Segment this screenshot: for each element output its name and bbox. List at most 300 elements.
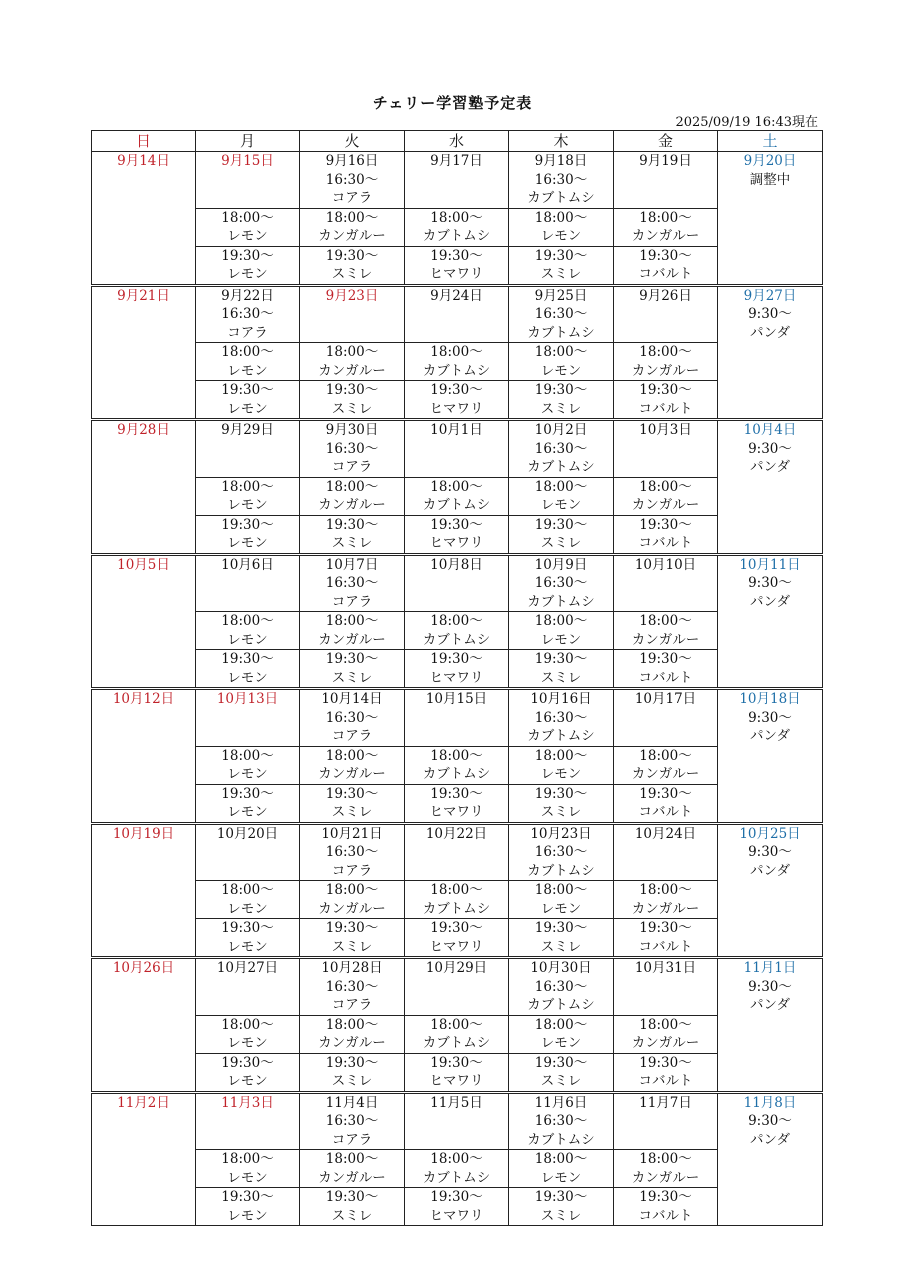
cell-line: レモン <box>227 1207 268 1224</box>
cell-line: コバルト <box>638 938 693 955</box>
cell-line: 19:30～ <box>534 516 588 533</box>
cell-line: カブトムシ <box>422 497 491 513</box>
cell-line: カンガルー <box>631 228 700 244</box>
lesson-cell <box>614 746 718 784</box>
day-cell <box>196 421 300 478</box>
cell-line: 18:00～ <box>534 344 588 360</box>
schedule-body <box>92 152 823 1226</box>
slot-1930-row <box>92 919 823 957</box>
lesson-cell <box>614 477 718 515</box>
cell-line: 9:30～ <box>748 978 792 995</box>
lesson-cell <box>196 246 300 284</box>
cell-line: カンガルー <box>631 1035 700 1051</box>
date-label: 10月23日 <box>530 825 592 842</box>
cell-line: 16:30～ <box>534 709 588 726</box>
day-cell <box>196 824 300 881</box>
lesson-cell <box>300 515 405 553</box>
cell-line: 19:30～ <box>325 516 379 533</box>
lesson-cell <box>300 1188 405 1226</box>
day-cell <box>614 421 718 478</box>
cell-line: 19:30～ <box>221 651 274 667</box>
cell-line: 19:30～ <box>639 382 692 398</box>
slot-1800-row <box>92 477 823 515</box>
cell-line: カブトムシ <box>422 228 491 244</box>
lesson-cell <box>614 246 718 284</box>
cell-line: 18:00～ <box>430 344 483 360</box>
saturday-cell <box>718 824 823 957</box>
cell-line: 18:00～ <box>325 882 379 898</box>
day-cell <box>614 152 718 209</box>
cell-line: レモン <box>227 938 268 955</box>
date-label: 10月9日 <box>534 556 588 573</box>
cell-line: パンダ <box>750 593 790 610</box>
day-cell <box>509 555 614 612</box>
cell-line: コバルト <box>638 266 693 282</box>
cell-line: 18:00～ <box>325 1016 379 1033</box>
lesson-cell <box>405 881 509 919</box>
lesson-cell <box>509 477 614 515</box>
lesson-cell <box>405 1150 509 1188</box>
week-date-row <box>92 152 823 209</box>
cell-line: 18:00～ <box>639 1151 692 1167</box>
cell-line: スミレ <box>540 400 582 417</box>
week-date-row <box>92 421 823 478</box>
cell-line: スミレ <box>331 400 373 417</box>
saturday-cell <box>718 286 823 419</box>
cell-line: 18:00～ <box>430 747 483 764</box>
slot-1800-row <box>92 881 823 919</box>
lesson-cell <box>405 477 509 515</box>
day-cell <box>614 555 718 612</box>
cell-line: 18:00～ <box>639 1016 692 1033</box>
cell-line: カブトムシ <box>527 1131 595 1148</box>
day-cell <box>614 824 718 881</box>
cell-line: 19:30～ <box>639 920 692 936</box>
date-label: 10月26日 <box>112 960 175 976</box>
sunday-cell <box>92 959 196 1092</box>
cell-line: 9:30～ <box>748 844 792 860</box>
day-cell <box>300 824 405 881</box>
day-cell <box>509 824 614 881</box>
cell-line: レモン <box>540 900 582 917</box>
lesson-cell <box>405 208 509 246</box>
lesson-cell <box>300 919 405 957</box>
cell-line: レモン <box>540 497 582 513</box>
cell-line: レモン <box>227 266 268 282</box>
cell-line: 16:30～ <box>534 171 588 188</box>
cell-line: ヒマワリ <box>429 400 484 417</box>
cell-line: 16:30～ <box>534 575 588 591</box>
saturday-cell <box>718 959 823 1092</box>
cell-line: スミレ <box>331 1073 373 1089</box>
cell-line: 19:30～ <box>325 1054 379 1071</box>
day-cell <box>614 286 718 343</box>
day-cell <box>405 286 509 343</box>
cell-line: コアラ <box>331 459 373 475</box>
lesson-cell <box>405 381 509 419</box>
cell-line: レモン <box>227 400 268 417</box>
cell-line: カブトムシ <box>527 190 595 206</box>
lesson-cell <box>614 1188 718 1226</box>
cell-line: 19:30～ <box>221 247 274 264</box>
date-label: 10月22日 <box>425 825 488 842</box>
lesson-cell <box>405 343 509 381</box>
cell-line: コアラ <box>227 324 268 341</box>
lesson-cell <box>405 650 509 688</box>
cell-line: 19:30～ <box>639 1054 692 1071</box>
cell-line: カンガルー <box>318 631 386 648</box>
cell-line: カブトムシ <box>527 997 595 1013</box>
lesson-cell <box>614 919 718 957</box>
cell-line: レモン <box>540 766 582 782</box>
date-label: 9月20日 <box>743 153 797 169</box>
cell-line: 9:30～ <box>748 575 792 591</box>
cell-line: コバルト <box>638 1073 693 1089</box>
cell-line: スミレ <box>331 669 373 686</box>
cell-line: ヒマワリ <box>429 804 484 820</box>
lesson-cell <box>300 612 405 650</box>
date-label: 11月7日 <box>639 1094 692 1111</box>
cell-line: ヒマワリ <box>429 266 484 282</box>
day-cell <box>509 152 614 209</box>
cell-line: 調整中 <box>749 171 791 188</box>
lesson-cell <box>614 784 718 822</box>
sunday-cell <box>92 1093 196 1226</box>
date-label: 10月30日 <box>530 960 592 976</box>
lesson-cell <box>196 1015 300 1053</box>
lesson-cell <box>300 381 405 419</box>
day-cell <box>509 421 614 478</box>
day-cell <box>509 1093 614 1150</box>
cell-line: 18:00～ <box>430 882 483 898</box>
lesson-cell <box>300 881 405 919</box>
cell-line: 18:00～ <box>325 613 379 629</box>
cell-line: 18:00～ <box>430 209 483 226</box>
cell-line: パンダ <box>750 997 790 1013</box>
date-label: 10月27日 <box>216 960 279 976</box>
cell-line: 18:00～ <box>430 613 483 629</box>
date-label: 10月11日 <box>739 556 801 573</box>
slot-1800-row <box>92 1150 823 1188</box>
date-label: 9月15日 <box>221 153 274 169</box>
lesson-cell <box>300 746 405 784</box>
lesson-cell <box>300 246 405 284</box>
sunday-cell <box>92 152 196 285</box>
slot-1930-row <box>92 246 823 284</box>
lesson-cell <box>300 1053 405 1091</box>
cell-line: 18:00～ <box>221 478 274 495</box>
lesson-cell <box>300 343 405 381</box>
cell-line: 19:30～ <box>534 785 588 802</box>
cell-line: パンダ <box>750 1131 790 1148</box>
cell-line: 18:00～ <box>534 478 588 495</box>
slot-1930-row <box>92 1053 823 1091</box>
lesson-cell <box>405 246 509 284</box>
cell-line: スミレ <box>540 938 582 955</box>
date-label: 9月14日 <box>117 153 170 169</box>
date-label: 9月25日 <box>534 287 588 304</box>
cell-line: 19:30～ <box>325 920 379 936</box>
day-cell <box>509 286 614 343</box>
lesson-cell <box>509 1150 614 1188</box>
date-label: 10月16日 <box>530 691 592 707</box>
cell-line: 18:00～ <box>325 344 379 360</box>
lesson-cell <box>509 650 614 688</box>
cell-line: 18:00～ <box>221 1016 274 1033</box>
cell-line: 16:30～ <box>325 1113 379 1129</box>
cell-line: 16:30～ <box>534 306 588 322</box>
lesson-cell <box>614 881 718 919</box>
sunday-cell <box>92 690 196 823</box>
cell-line: スミレ <box>540 804 582 820</box>
cell-line: 18:00～ <box>430 1016 483 1033</box>
cell-line: コアラ <box>331 997 373 1013</box>
day-cell <box>405 152 509 209</box>
week-date-row <box>92 286 823 343</box>
cell-line: ヒマワリ <box>429 669 484 686</box>
cell-line: コアラ <box>331 190 373 206</box>
cell-line: パンダ <box>750 728 790 744</box>
cell-line: スミレ <box>331 804 373 820</box>
lesson-cell <box>614 1053 718 1091</box>
day-cell <box>300 421 405 478</box>
cell-line: 18:00～ <box>221 747 274 764</box>
date-label: 10月8日 <box>430 556 483 573</box>
date-label: 9月30日 <box>325 422 379 438</box>
date-label: 11月2日 <box>117 1094 170 1111</box>
day-cell <box>196 1093 300 1150</box>
date-label: 10月20日 <box>216 825 279 842</box>
date-label: 10月19日 <box>112 825 175 842</box>
day-cell <box>196 690 300 747</box>
cell-line: 19:30～ <box>430 920 483 936</box>
date-label: 11月5日 <box>430 1094 483 1111</box>
cell-line: レモン <box>227 362 268 379</box>
cell-line: 19:30～ <box>325 1189 379 1205</box>
date-label: 9月22日 <box>221 287 274 304</box>
date-label: 10月15日 <box>425 691 488 707</box>
lesson-cell <box>196 612 300 650</box>
date-label: 9月17日 <box>430 153 483 169</box>
date-label: 11月3日 <box>221 1094 274 1111</box>
cell-line: 19:30～ <box>430 516 483 533</box>
cell-line: カンガルー <box>318 1035 386 1051</box>
day-cell <box>405 959 509 1016</box>
day-cell <box>300 690 405 747</box>
lesson-cell <box>509 246 614 284</box>
lesson-cell <box>196 919 300 957</box>
cell-line: 18:00～ <box>325 478 379 495</box>
cell-line: 9:30～ <box>748 440 792 457</box>
lesson-cell <box>509 784 614 822</box>
day-cell <box>405 421 509 478</box>
lesson-cell <box>614 515 718 553</box>
cell-line: 18:00～ <box>534 1151 588 1167</box>
sunday-cell <box>92 824 196 957</box>
week-date-row <box>92 1093 823 1150</box>
cell-line: 19:30～ <box>221 785 274 802</box>
lesson-cell <box>196 1150 300 1188</box>
day-cell <box>300 555 405 612</box>
cell-line: カンガルー <box>631 362 700 379</box>
cell-line: ヒマワリ <box>429 535 484 551</box>
lesson-cell <box>300 650 405 688</box>
date-label: 10月17日 <box>634 691 697 707</box>
date-label: 10月6日 <box>221 556 274 573</box>
date-label: 10月5日 <box>117 556 170 573</box>
cell-line: コバルト <box>638 400 693 417</box>
cell-line: レモン <box>227 1073 268 1089</box>
day-cell <box>196 555 300 612</box>
cell-line: カブトムシ <box>422 631 491 648</box>
cell-line: カブトムシ <box>422 900 491 917</box>
date-label: 9月18日 <box>534 153 588 169</box>
cell-line: 19:30～ <box>639 651 692 667</box>
day-cell <box>509 690 614 747</box>
cell-line: レモン <box>227 1035 268 1051</box>
cell-line: 19:30～ <box>430 785 483 802</box>
weekday-header: 月 <box>196 131 300 152</box>
cell-line: 18:00～ <box>534 747 588 764</box>
cell-line: カブトムシ <box>422 1169 491 1186</box>
cell-line: 18:00～ <box>325 747 379 764</box>
cell-line: 18:00～ <box>430 478 483 495</box>
lesson-cell <box>196 208 300 246</box>
lesson-cell <box>509 612 614 650</box>
cell-line: 19:30～ <box>639 785 692 802</box>
cell-line: 19:30～ <box>221 1054 274 1071</box>
cell-line: 19:30～ <box>325 247 379 264</box>
week-date-row <box>92 824 823 881</box>
lesson-cell <box>196 650 300 688</box>
cell-line: ヒマワリ <box>429 1073 484 1089</box>
cell-line: コアラ <box>331 593 373 610</box>
cell-line: 9:30～ <box>748 709 792 726</box>
cell-line: ヒマワリ <box>429 938 484 955</box>
cell-line: 18:00～ <box>325 1151 379 1167</box>
cell-line: 18:00～ <box>221 613 274 629</box>
slot-1930-row <box>92 381 823 419</box>
cell-line: 18:00～ <box>639 209 692 226</box>
schedule-table <box>91 130 823 1226</box>
date-label: 10月2日 <box>534 422 588 438</box>
cell-line: 19:30～ <box>430 247 483 264</box>
cell-line: コアラ <box>331 862 373 879</box>
cell-line: 18:00～ <box>430 1151 483 1167</box>
day-cell <box>405 690 509 747</box>
date-label: 9月23日 <box>325 287 379 304</box>
cell-line: 16:30～ <box>325 844 379 860</box>
lesson-cell <box>405 515 509 553</box>
cell-line: 19:30～ <box>534 382 588 398</box>
cell-line: カンガルー <box>631 497 700 513</box>
date-label: 9月19日 <box>639 153 692 169</box>
cell-line: カブトムシ <box>422 362 491 379</box>
weekday-header: 金 <box>614 131 718 152</box>
cell-line: カンガルー <box>318 362 386 379</box>
slot-1930-row <box>92 515 823 553</box>
cell-line: スミレ <box>540 535 582 551</box>
day-cell <box>405 824 509 881</box>
week-date-row <box>92 959 823 1016</box>
lesson-cell <box>300 784 405 822</box>
cell-line: カンガルー <box>318 900 386 917</box>
lesson-cell <box>405 1188 509 1226</box>
lesson-cell <box>196 477 300 515</box>
slot-1800-row <box>92 343 823 381</box>
day-cell <box>300 1093 405 1150</box>
cell-line: 16:30～ <box>534 978 588 995</box>
lesson-cell <box>509 1188 614 1226</box>
lesson-cell <box>300 1015 405 1053</box>
weekday-header: 火 <box>300 131 405 152</box>
cell-line: カブトムシ <box>527 324 595 341</box>
cell-line: カンガルー <box>318 766 386 782</box>
cell-line: カブトムシ <box>527 459 595 475</box>
cell-line: 19:30～ <box>534 247 588 264</box>
cell-line: 9:30～ <box>748 1113 792 1129</box>
updated-timestamp: 2025/09/19 16:43現在 <box>675 115 818 130</box>
cell-line: 18:00～ <box>534 882 588 898</box>
cell-line: カンガルー <box>631 1169 700 1186</box>
cell-line: 19:30～ <box>325 651 379 667</box>
cell-line: 18:00～ <box>221 1151 274 1167</box>
week-date-row <box>92 690 823 747</box>
cell-line: カンガルー <box>318 497 386 513</box>
cell-line: 18:00～ <box>639 747 692 764</box>
date-label: 11月6日 <box>534 1094 588 1111</box>
cell-line: 19:30～ <box>534 651 588 667</box>
cell-line: 18:00～ <box>534 1016 588 1033</box>
saturday-cell <box>718 690 823 823</box>
cell-line: 19:30～ <box>430 382 483 398</box>
date-label: 10月25日 <box>739 825 801 842</box>
slot-1800-row <box>92 1015 823 1053</box>
date-label: 10月14日 <box>321 691 383 707</box>
date-label: 9月24日 <box>430 287 483 304</box>
weekday-header-row <box>92 131 823 152</box>
lesson-cell <box>196 1188 300 1226</box>
lesson-cell <box>509 343 614 381</box>
date-label: 9月29日 <box>221 422 274 438</box>
cell-line: 19:30～ <box>639 516 692 533</box>
cell-line: カブトムシ <box>422 766 491 782</box>
lesson-cell <box>405 784 509 822</box>
cell-line: 16:30～ <box>325 171 379 188</box>
cell-line: 18:00～ <box>221 209 274 226</box>
lesson-cell <box>614 343 718 381</box>
day-cell <box>196 286 300 343</box>
date-label: 10月31日 <box>634 960 697 976</box>
lesson-cell <box>614 208 718 246</box>
cell-line: 18:00～ <box>639 613 692 629</box>
lesson-cell <box>196 343 300 381</box>
cell-line: スミレ <box>331 938 373 955</box>
lesson-cell <box>614 1015 718 1053</box>
sunday-cell <box>92 286 196 419</box>
cell-line: スミレ <box>540 1073 582 1089</box>
cell-line: 16:30～ <box>325 440 379 457</box>
cell-line: 19:30～ <box>534 1054 588 1071</box>
cell-line: パンダ <box>750 324 790 341</box>
cell-line: 19:30～ <box>221 920 274 936</box>
lesson-cell <box>614 1150 718 1188</box>
cell-line: コアラ <box>331 728 373 744</box>
cell-line: カブトムシ <box>527 862 595 879</box>
date-label: 10月13日 <box>216 691 279 707</box>
lesson-cell <box>509 881 614 919</box>
cell-line: 19:30～ <box>221 1189 274 1205</box>
